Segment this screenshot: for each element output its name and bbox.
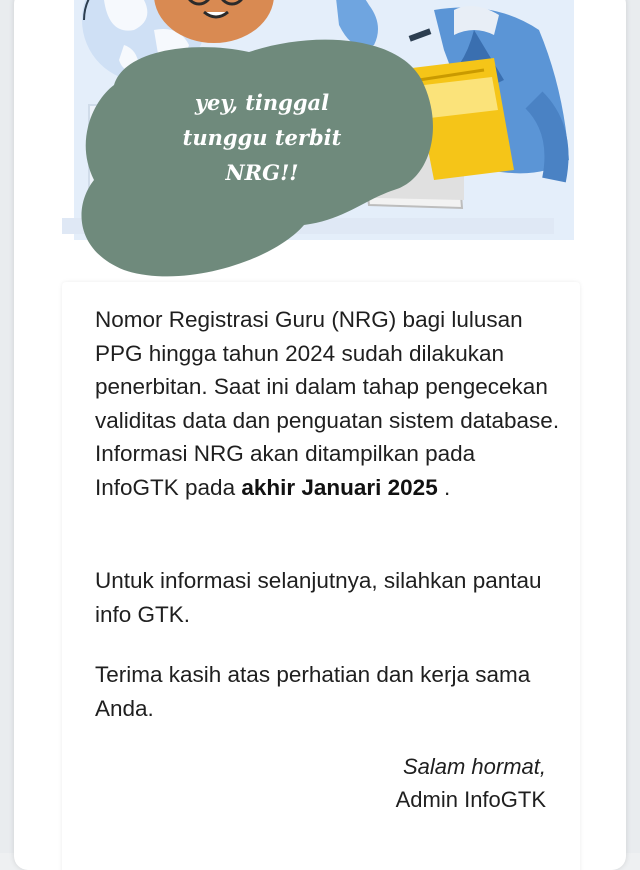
signature: Admin InfoGTK [395, 787, 546, 812]
bubble-line-3: NRG!! [225, 160, 299, 185]
bubble-caption [162, 85, 362, 190]
thanks-paragraph: Terima kasih atas perhatian dan kerja sama Anda. [95, 662, 531, 721]
deadline-highlight: akhir Januari 2025 [241, 474, 438, 500]
paragraph1-text: Nomor Registrasi Guru (NRG) bagi lulusan PPG hingga tahun 2024 sudah dilakukan penerbitan. Saat ini dalam tahap pengecekan validitas data dan penguatan sistem database. Informasi NRG akan ditampilkan pada InfoGTK pada [95, 307, 560, 500]
closing-greeting: Salam hormat, [402, 754, 546, 779]
announcement-paragraph [95, 303, 565, 504]
bubble-line-1: yey, tinggal [194, 90, 330, 115]
announcement-modal [14, 0, 626, 870]
paragraph1-end: . [437, 474, 451, 500]
bubble-line-2: tunggu terbit [182, 125, 342, 150]
followup-paragraph: Untuk informasi selanjutnya, silahkan pantau info GTK. [95, 568, 542, 627]
